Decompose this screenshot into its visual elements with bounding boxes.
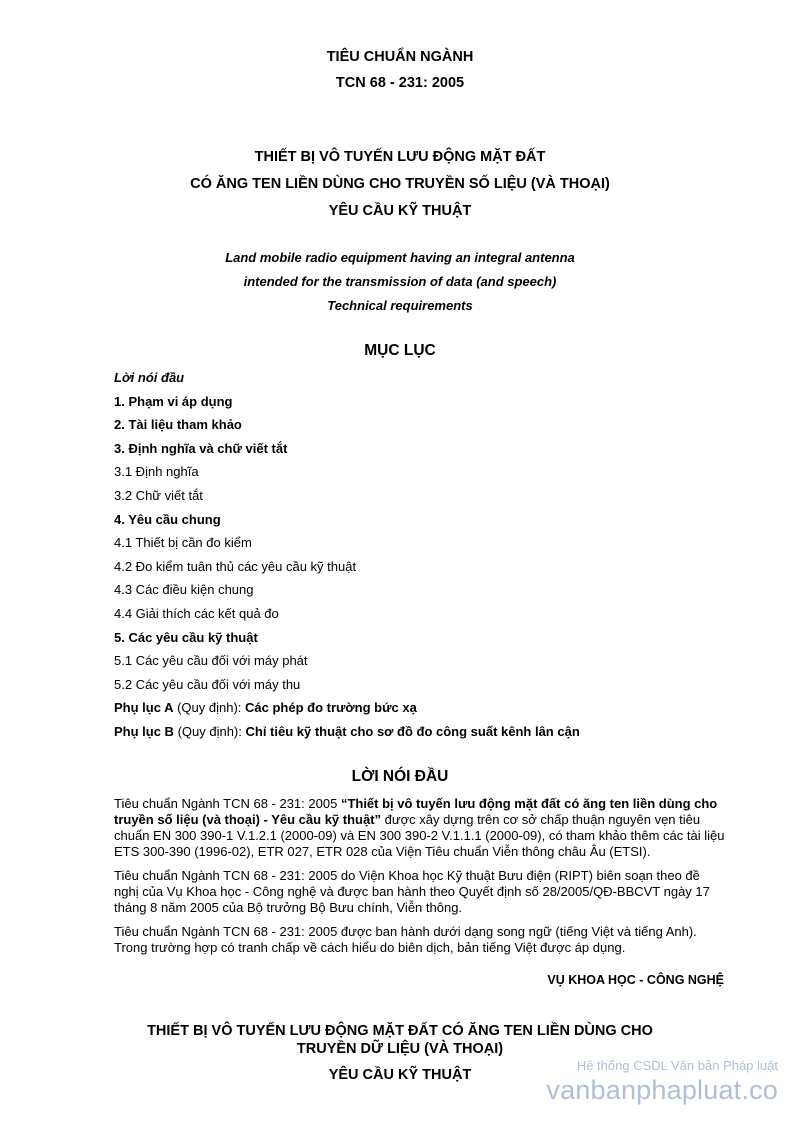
toc-item-4[interactable]: 4. Yêu cầu chung [114,511,221,527]
en-title-line-1: Land mobile radio equipment having an integral antenna [225,250,575,265]
foreword-body [114,796,726,964]
toc-item-4-2[interactable]: 4.2 Đo kiểm tuân thủ các yêu cầu kỹ thuật [114,558,357,574]
toc-item-2[interactable]: 2. Tài liệu tham khảo [114,417,242,433]
foreword-heading: LỜI NÓI ĐẦU [351,768,449,785]
toc-item-foreword[interactable]: Lời nói đầu [114,370,185,385]
appendix-a-title: Các phép đo trường bức xạ [245,700,417,716]
standard-code: TCN 68 - 231: 2005 [335,75,465,91]
standard-header [0,44,800,96]
appendix-b-label: Phụ lục B [114,723,174,739]
english-title [0,246,800,318]
vietnamese-title [0,144,800,225]
section-title-line-2: TRUYỀN DỮ LIỆU (VÀ THOẠI) [296,1041,504,1057]
toc-item-4-4[interactable]: 4.4 Giải thích các kết quả đo [114,605,279,621]
watermark-domain: vanbanphapluat.co [546,1075,778,1105]
foreword-paragraph-3: Tiêu chuẩn Ngành TCN 68 - 231: 2005 được ban hành dưới dạng song ngữ (tiếng Việt và tiếng Anh). Trong trường hợp có tranh chấp về cách hiểu do biên dịch, bản tiếng Việt được áp dụng. [114,924,697,955]
appendix-b-title: Chỉ tiêu kỹ thuật cho sơ đồ đo công suất kênh lân cận [245,723,580,739]
toc-item-5[interactable]: 5. Các yêu cầu kỹ thuật [114,629,258,645]
standard-type: TIÊU CHUẨN NGÀNH [326,49,474,65]
toc-item-3-2[interactable]: 3.2 Chữ viết tắt [114,487,203,503]
foreword-paragraph-1 [114,796,726,860]
vn-title-line-3: YÊU CẦU KỸ THUẬT [328,203,472,219]
appendix-a-note: (Quy định): [173,700,245,716]
toc-item-4-1[interactable]: 4.1 Thiết bị cần đo kiểm [114,535,252,551]
vn-title-line-2: CÓ ĂNG TEN LIỀN DÙNG CHO TRUYỀN SỐ LIỆU (VÀ THOẠI) [190,176,610,192]
toc-item-5-2[interactable]: 5.2 Các yêu cầu đối với máy thu [114,676,301,692]
toc-item-3-1[interactable]: 3.1 Định nghĩa [114,464,199,480]
toc-item-appendix-b[interactable] [114,720,754,744]
section-title-line-1: THIẾT BỊ VÔ TUYẾN LƯU ĐỘNG MẶT ĐẤT CÓ ĂNG TEN LIỀN DÙNG CHO [147,1023,653,1039]
en-title-line-3: Technical requirements [327,298,473,313]
appendix-a-label: Phụ lục A [114,700,174,716]
toc-heading: MỤC LỤC [364,342,436,359]
foreword-p1-end: được xây dựng trên cơ sở chấp thuận nguyên vẹn tiêu chuẩn EN 300 390-1 V.1.2.1 (2000-09) và EN 300 390-2 V.1.1.1 (2000-09), có tham khảo thêm các tài liệu ETS 300-390 (1996-02), ETR 027, ETR 028 của Viện Tiêu chuẩn Viễn thông châu Âu (ETSI). [114,812,725,859]
toc-item-1[interactable]: 1. Phạm vi áp dụng [114,393,233,409]
en-title-line-2: intended for the transmission of data (and speech) [243,274,557,289]
watermark-caption: Hệ thống CSDL Văn bản Pháp luật [576,1058,778,1073]
toc-item-4-3[interactable]: 4.3 Các điều kiện chung [114,582,254,598]
foreword-p1-start: Tiêu chuẩn Ngành TCN 68 - 231: 2005 [114,796,341,811]
toc-item-5-1[interactable]: 5.1 Các yêu cầu đối với máy phát [114,653,308,669]
watermark [546,1058,778,1106]
vn-title-line-1: THIẾT BỊ VÔ TUYẾN LƯU ĐỘNG MẶT ĐẤT [254,149,546,165]
section-title-line-3: YÊU CẦU KỸ THUẬT [328,1067,472,1083]
appendix-b-note: (Quy định): [173,723,246,739]
toc-item-3[interactable]: 3. Định nghĩa và chữ viết tắt [114,440,288,456]
foreword-p1-title: “Thiết bị vô tuyến lưu động mặt đất có ăng ten liền dùng cho truyền số liệu (và thoại) - Yêu cầu kỹ thuật” [114,796,718,827]
toc-item-appendix-a[interactable] [114,696,754,720]
foreword-paragraph-2: Tiêu chuẩn Ngành TCN 68 - 231: 2005 do Viện Khoa học Kỹ thuật Bưu điện (RIPT) biên soạn theo đề nghị của Vụ Khoa học - Công nghệ và được ban hành theo Quyết định số 28/2005/QĐ-BBCVT ngày 17 tháng 8 năm 2005 của Bộ trưởng Bộ Bưu chính, Viễn thông. [114,868,710,915]
table-of-contents [114,366,754,744]
foreword-signature: VỤ KHOA HỌC - CÔNG NGHỆ [547,973,724,987]
